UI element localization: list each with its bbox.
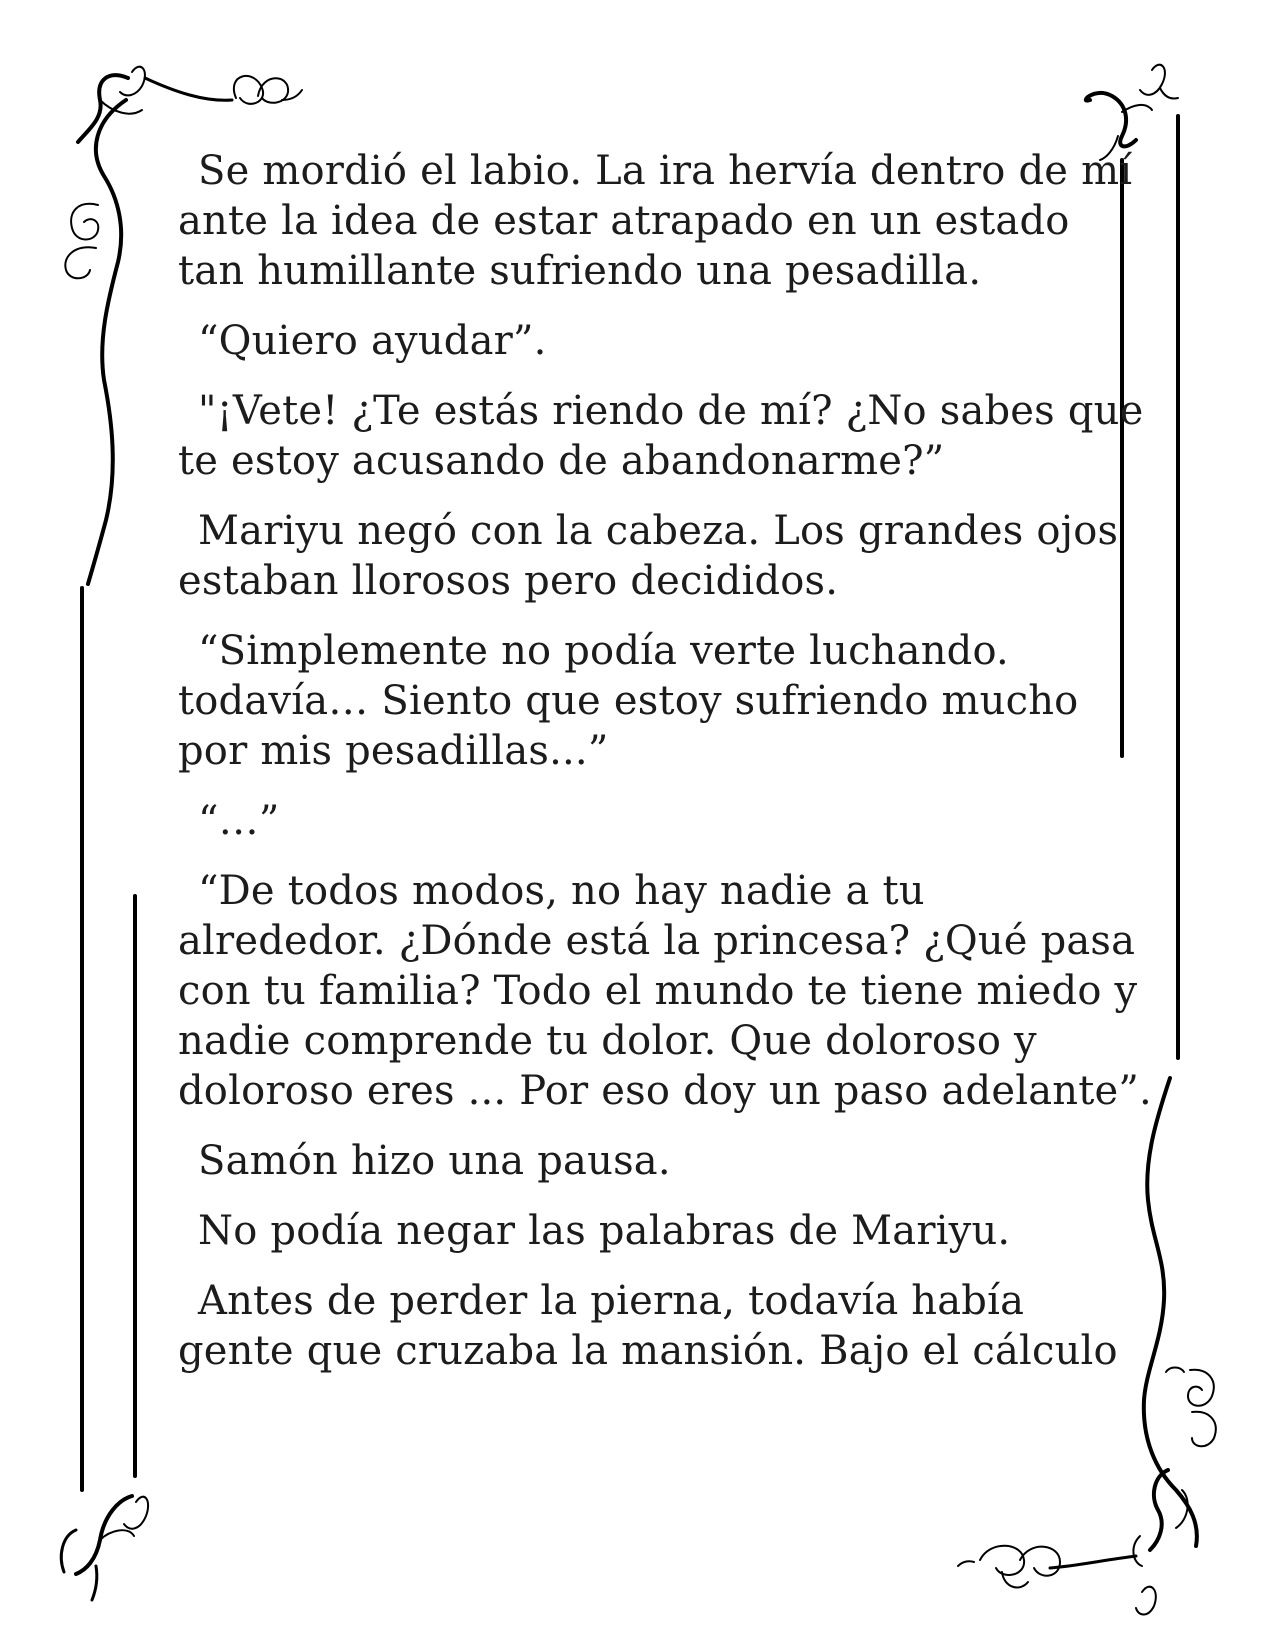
text-line: todavía… Siento que estoy sufriendo mucho (178, 678, 1079, 724)
text-line: gente que cruzaba la mansión. Bajo el cálculo (178, 1328, 1118, 1374)
paragraph (178, 146, 1133, 296)
text-line: alrededor. ¿Dónde está la princesa? ¿Qué pasa (178, 918, 1136, 964)
text-line: nadie comprende tu dolor. Que doloroso y (178, 1018, 1037, 1064)
text-line: “De todos modos, no hay nadie a tu (198, 868, 925, 914)
text-line: por mis pesadillas...” (178, 728, 609, 774)
text-line: “Quiero ayudar”. (198, 318, 547, 364)
text-line: Antes de perder la pierna, todavía había (198, 1278, 1025, 1324)
text-line: con tu familia? Todo el mundo te tiene miedo y (178, 968, 1138, 1014)
paragraph (178, 316, 1088, 366)
paragraph (178, 506, 1119, 606)
text-line: Samón hizo una pausa. (198, 1138, 671, 1184)
bottom-left-flourish-icon (61, 1496, 148, 1600)
text-line: "¡Vete! ¿Te estás riendo de mí? ¿No sabes que (198, 388, 1144, 434)
paragraph (178, 626, 1088, 776)
text-line: “Simplemente no podía verte luchando. (198, 628, 1009, 674)
paragraph (178, 1136, 1088, 1186)
paragraph (178, 386, 1144, 486)
text-line: “…” (198, 798, 280, 844)
story-text (178, 146, 1152, 1376)
paragraph (178, 866, 1152, 1116)
text-line: Mariyu negó con la cabeza. Los grandes ojos (198, 508, 1119, 554)
text-line: te estoy acusando de abandonarme?” (178, 438, 945, 484)
text-line: tan humillante sufriendo una pesadilla. (178, 248, 982, 294)
text-line: doloroso eres ... Por eso doy un paso adelante”. (178, 1068, 1152, 1114)
paragraph (178, 796, 1088, 846)
text-line: No podía negar las palabras de Mariyu. (198, 1208, 1011, 1254)
text-line: ante la idea de estar atrapado en un estado (178, 198, 1070, 244)
text-line: Se mordió el labio. La ira hervía dentro de mí (198, 148, 1133, 194)
paragraph (178, 1276, 1118, 1376)
text-line: estaban llorosos pero decididos. (178, 558, 839, 604)
paragraph (178, 1206, 1088, 1256)
